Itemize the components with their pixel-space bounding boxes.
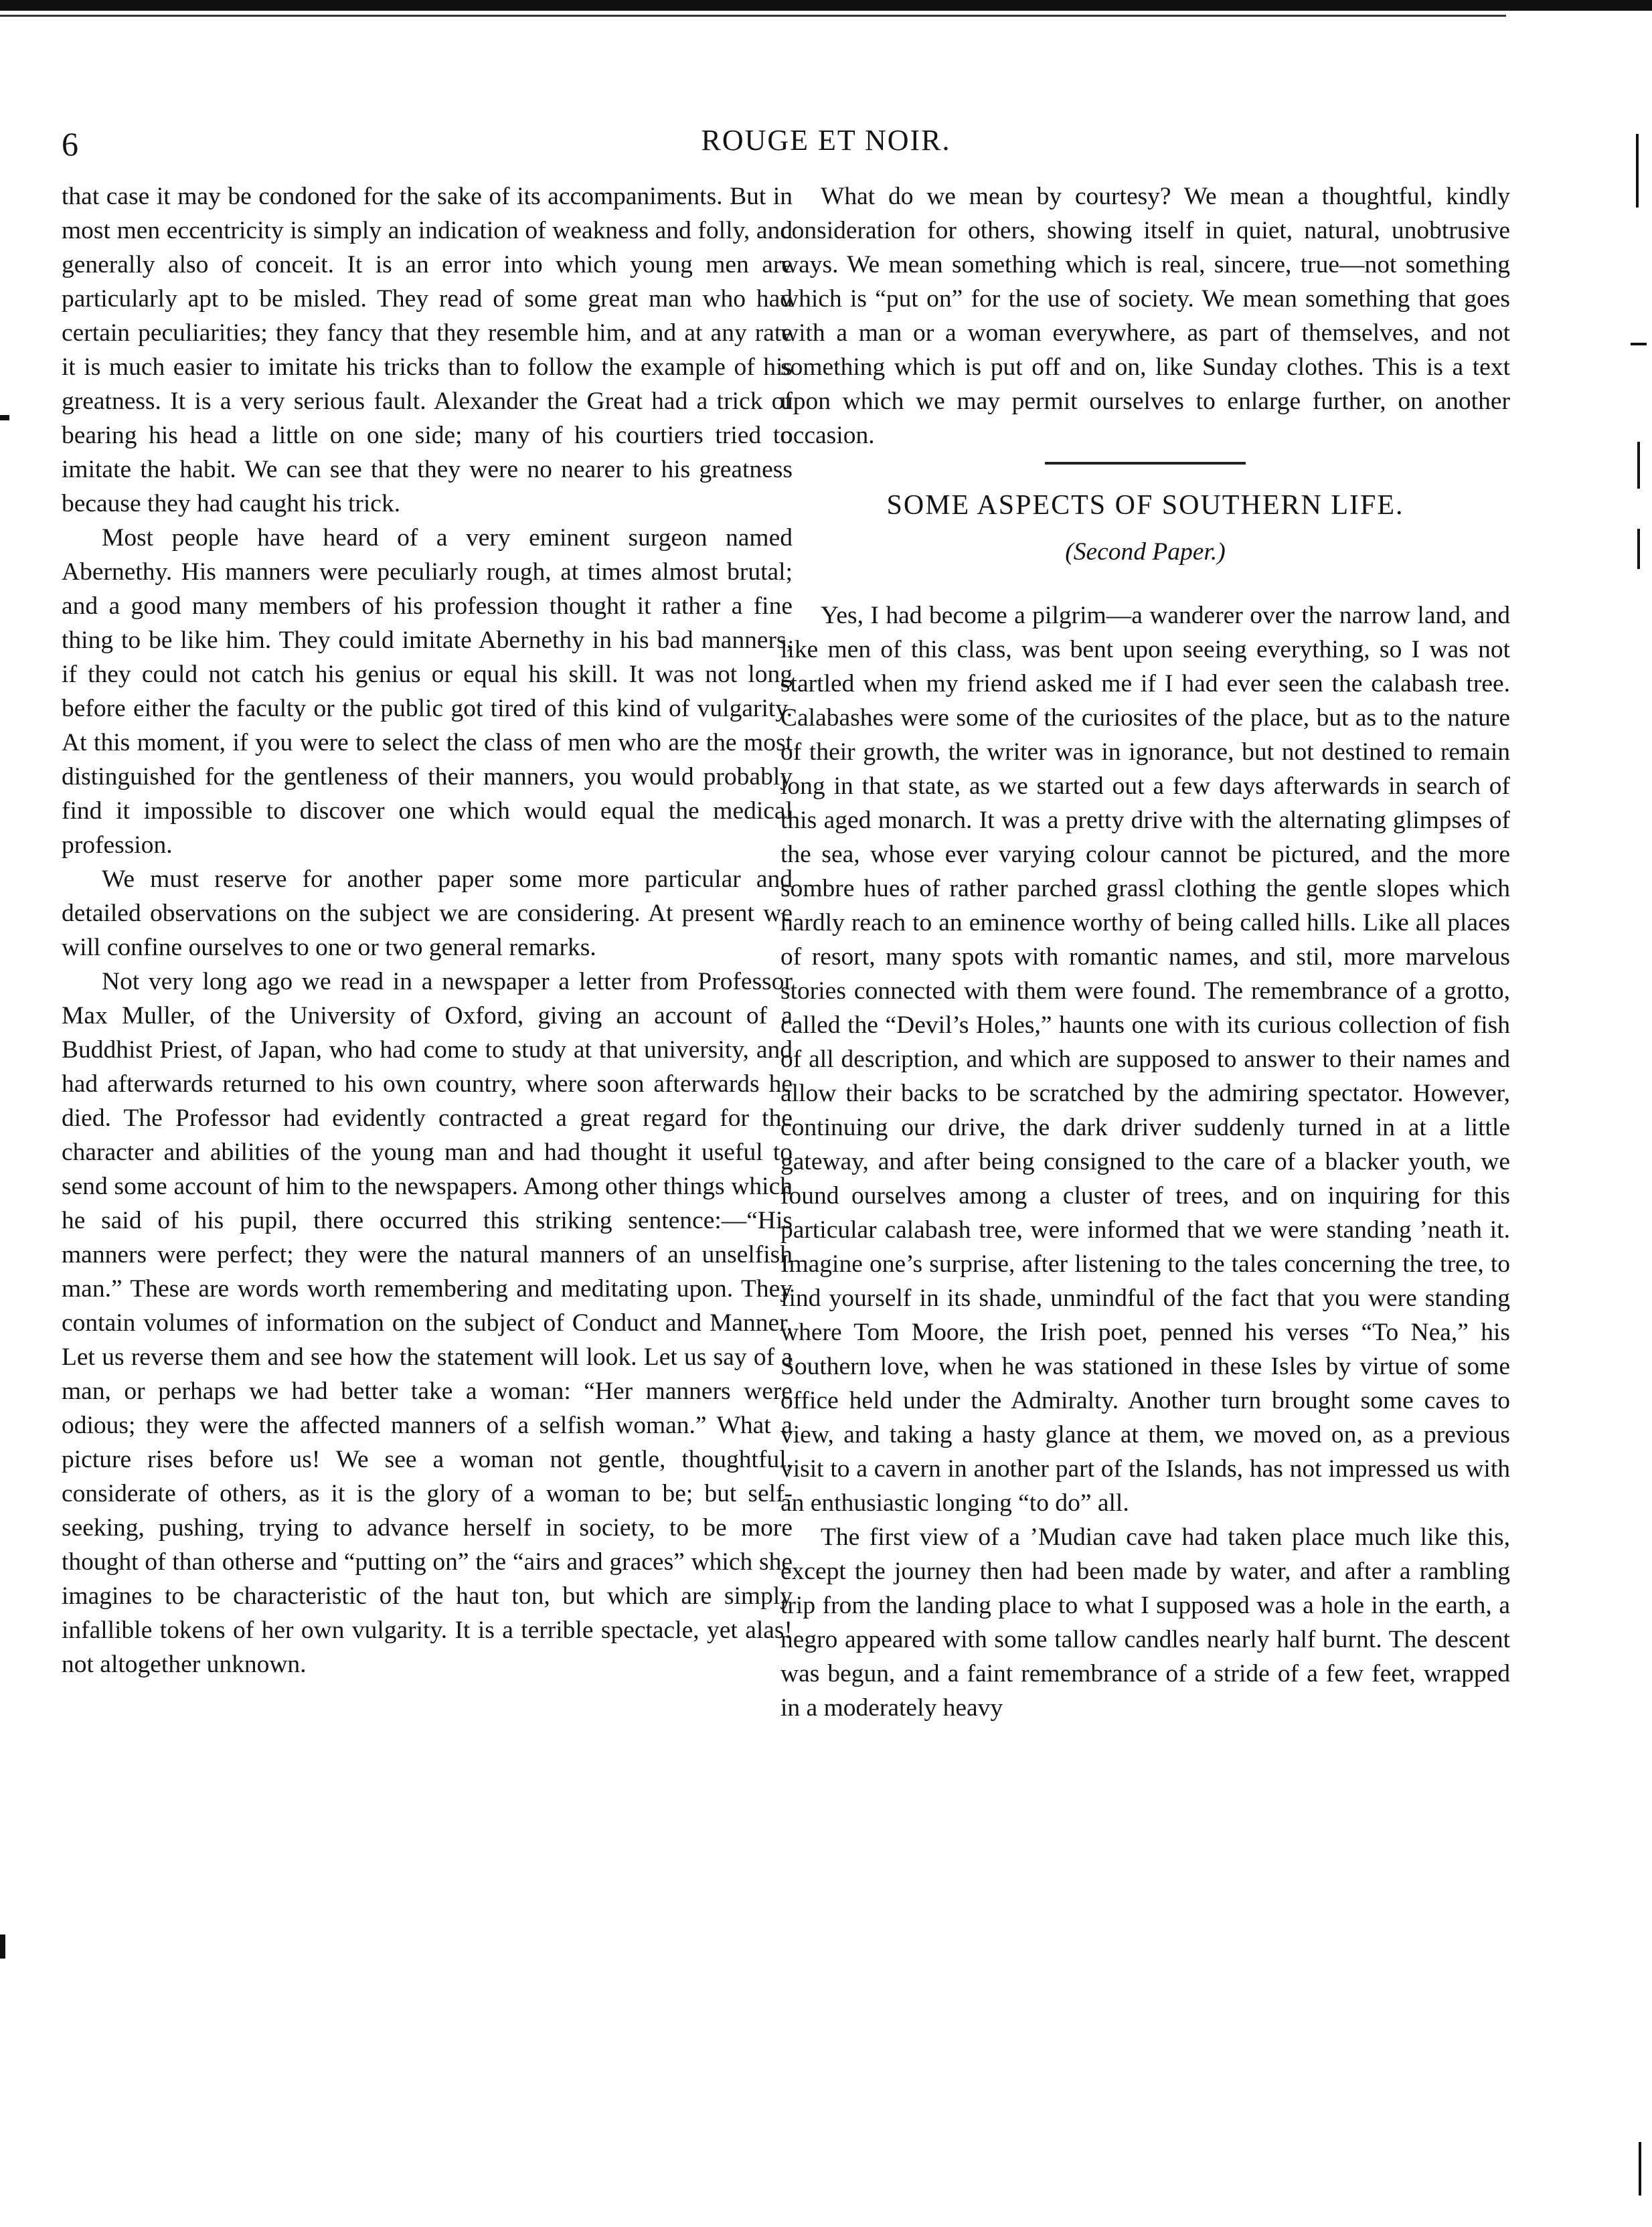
left-paragraph-2: Most people have heard of a very eminent surgeon named Abernethy. His manners were peculiarly rough, at times almost brutal; and a good many members of his profession thought it rather a fine thing to be like him. They could imitate Abernethy in his bad manners, if they could not catch his genius or equal his skill. It was not long before either the faculty or the public got tired of this kind of vulgarity. At this moment, if you were to select the class of men who are the most distinguished for the gentleness of their manners, you would probably find it impossible to discover one which would equal the medical profession. — [62, 524, 793, 859]
right-margin-mark-2 — [1637, 442, 1640, 489]
right-margin-mark-bottom — [1639, 2142, 1641, 2196]
left-column — [62, 179, 793, 1681]
top-border-rule — [0, 0, 1652, 11]
running-head: ROUGE ET NOIR. — [701, 124, 951, 157]
right-paragraph-courtesy: What do we mean by courtesy? We mean a thoughtful, kindly consideration for others, showing itself in quiet, natural, unobtrusive ways. We mean something which is real, sincere, true—not something which is “put on” for the use of society. We mean something that goes with a man or a woman everywhere, as part of themselves, and not something which is put off and on, like Sunday clothes. This is a text upon which we may permit ourselves to enlarge further, on another occasion. — [780, 183, 1510, 449]
top-border-thin-rule — [0, 15, 1506, 17]
left-margin-mark-lower — [0, 1934, 5, 1959]
left-margin-mark — [0, 415, 9, 420]
right-paragraph-pilgrim: Yes, I had become a pilgrim—a wanderer over the narrow land, and like men of this class, was bent upon seeing everything, so I was not startled when my friend asked me if I had ever seen the calabash tree. Calabashes were some of the curiosites of the place, but as to the nature of their growth, the writer was in ignorance, but not destined to remain long in that state, as we started out a few days afterwards in search of this aged monarch. It was a pretty drive with the alternating glimpses of the sea, whose ever varying colour cannot be pictured, and the more sombre hues of rather parched grassl clothing the gentle slopes which hardly reach to an eminence worthy of being called hills. Like all places of resort, many spots with romantic names, and stil, more marvelous stories connected with them were found. The remembrance of a grotto, called the “Devil’s Holes,” haunts one with its curious collection of fish of all description, and which are supposed to answer to their names and allow their backs to be scratched by the admiring spectator. However, continuing our drive, the dark driver suddenly turned in at a little gateway, and after being consigned to the care of a blacker youth, we found ourselves among a cluster of trees, and on inquiring for this particular calabash tree, were informed that we were standing ’neath it. Imagine one’s surprise, after listening to the tales concerning the tree, to find yourself in its shade, unmindful of the fact that you were standing where Tom Moore, the Irish poet, penned his verses “To Nea,” his Southern love, when he was stationed in these Isles by virtue of some office held under the Admiralty. Another turn brought some caves to view, and taking a hasty glance at them, we moved on, as a previous visit to a cavern in another part of the Islands, has not impressed us with an enthusiastic longing “to do” all. — [780, 602, 1510, 1517]
page-number: 6 — [62, 125, 78, 163]
section-title: SOME ASPECTS OF SOUTHERN LIFE. — [886, 490, 1404, 521]
right-margin-dash — [1631, 343, 1647, 345]
right-column — [780, 179, 1510, 1725]
left-paragraph-4: Not very long ago we read in a newspaper a letter from Professor Max Muller, of the University of Oxford, giving an account of a Buddhist Priest, of Japan, who had come to study at that university, and had afterwards returned to his own country, where soon afterwards he died. The Professor had evidently contracted a great regard for the character and abilities of the young man and had thought it useful to send some account of him to the newspapers. Among other things which he said of his pupil, there occurred this striking sentence:—“His manners were perfect; they were the natural manners of an unselfish man.” These are words worth remembering and meditating upon. They contain volumes of information on the subject of Conduct and Manner. Let us reverse them and see how the statement will look. Let us say of a man, or perhaps we had better take a woman: “Her manners were odious; they were the affected manners of a selfish woman.” What a picture rises before us! We see a woman not gentle, thoughtful, considerate of others, as it is the glory of a woman to be; but self-seeking, pushing, trying to advance herself in society, to be more thought of than otherse and “putting on” the “airs and graces” which she imagines to be characteristic of the haut ton, but which are simply infallible tokens of her own vulgarity. It is a terrible spectacle, yet alas! not altogether unknown. — [62, 968, 793, 1678]
left-paragraph-1: that case it may be condoned for the sake of its accompaniments. But in most men eccentricity is simply an indication of weakness and folly, and generally also of conceit. It is an error into which young men are particularly apt to be misled. They read of some great man who had certain peculiarities; they fancy that they resemble him, and at any rate it is much easier to imitate his tricks than to follow the example of his greatness. It is a very serious fault. Alexander the Great had a trick of bearing his head a little on one side; many of his courtiers tried to imitate the habit. We can see that they were no nearer to his greatness because they had caught his trick. — [62, 183, 793, 517]
right-margin-mark-3 — [1637, 529, 1640, 569]
section-subtitle: (Second Paper.) — [1065, 538, 1226, 566]
left-paragraph-3: We must reserve for another paper some more particular and detailed observations on the subject we are considering. At present we will confine ourselves to one or two general remarks. — [62, 865, 793, 961]
section-divider — [1045, 462, 1246, 465]
right-paragraph-cave: The first view of a ’Mudian cave had taken place much like this, except the journey then had been made by water, and after a rambling trip from the landing place to what I supposed was a hole in the earth, a negro appeared with some tallow candles nearly half burnt. The descent was begun, and a faint remembrance of a stride of a few feet, wrapped in a moderately heavy — [780, 1523, 1510, 1722]
right-margin-mark — [1636, 134, 1639, 208]
